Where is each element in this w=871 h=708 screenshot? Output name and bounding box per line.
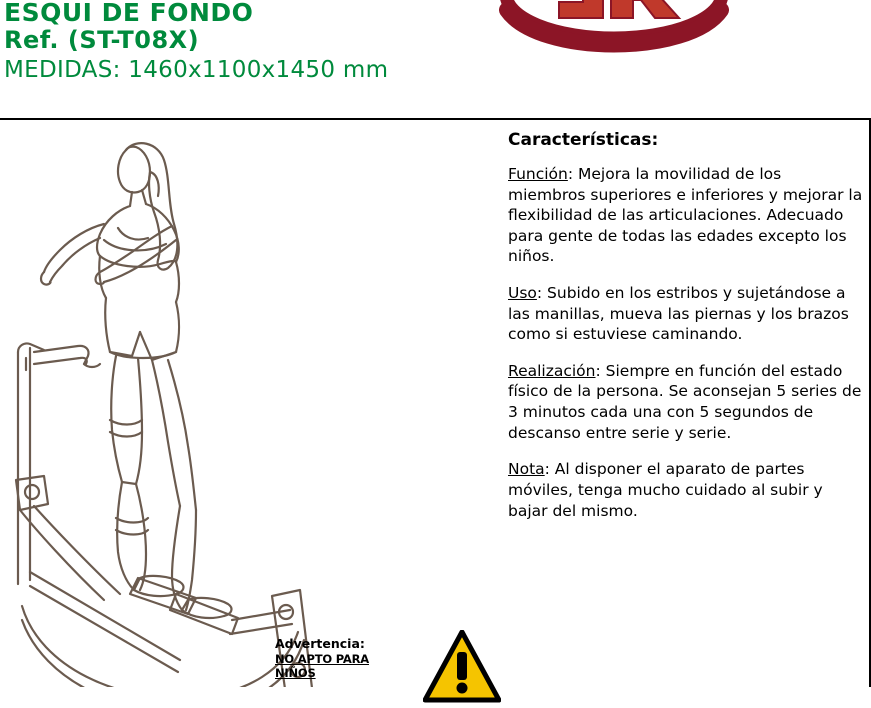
- product-reference: Ref. (ST-T08X): [4, 26, 200, 54]
- characteristic-uso: [508, 283, 863, 345]
- characteristic-lead: Uso: [508, 284, 537, 303]
- characteristic-body: : Subido en los estribos y sujetándose a las manillas, mueva las piernas y los brazos como si estuviese caminando.: [508, 284, 849, 344]
- main-content: [0, 120, 871, 687]
- document-header: [0, 0, 871, 118]
- product-illustration: [0, 120, 480, 687]
- characteristic-realizacion: [508, 361, 863, 443]
- warning-triangle-icon: [423, 630, 501, 708]
- warning-text: [275, 636, 411, 680]
- characteristics-section: [508, 130, 863, 537]
- characteristic-body: : Mejora la movilidad de los miembros superiores e inferiores y mejorar la flexibilidad de las articulaciones. Adecuado para gente de todas las edades excepto los niños.: [508, 165, 863, 266]
- characteristics-heading: Características:: [508, 130, 659, 150]
- product-measures: MEDIDAS: 1460x1100x1450 mm: [4, 57, 389, 83]
- characteristic-lead: Nota: [508, 460, 545, 479]
- warning-sublabel: NO APTO PARA NIÑOS: [275, 651, 369, 680]
- warning-label: Advertencia:: [275, 636, 365, 651]
- characteristic-lead: Función: [508, 165, 568, 183]
- characteristic-lead: Realización: [508, 361, 596, 380]
- characteristic-funcion: [508, 164, 863, 267]
- page-title: ESQUI DE FONDO: [4, 0, 254, 27]
- characteristic-body: : Siempre en función del estado físico de la persona. Se aconsejan 5 series de 3 minutos cada una con 5 segundos de descanso entre serie y serie.: [508, 361, 862, 442]
- warning-block: [275, 636, 505, 698]
- gr-logo: [499, 0, 729, 60]
- characteristic-body: : Al disponer el aparato de partes móviles, tenga mucho cuidado al subir y bajar del mismo.: [508, 460, 823, 520]
- characteristic-nota: [508, 459, 863, 521]
